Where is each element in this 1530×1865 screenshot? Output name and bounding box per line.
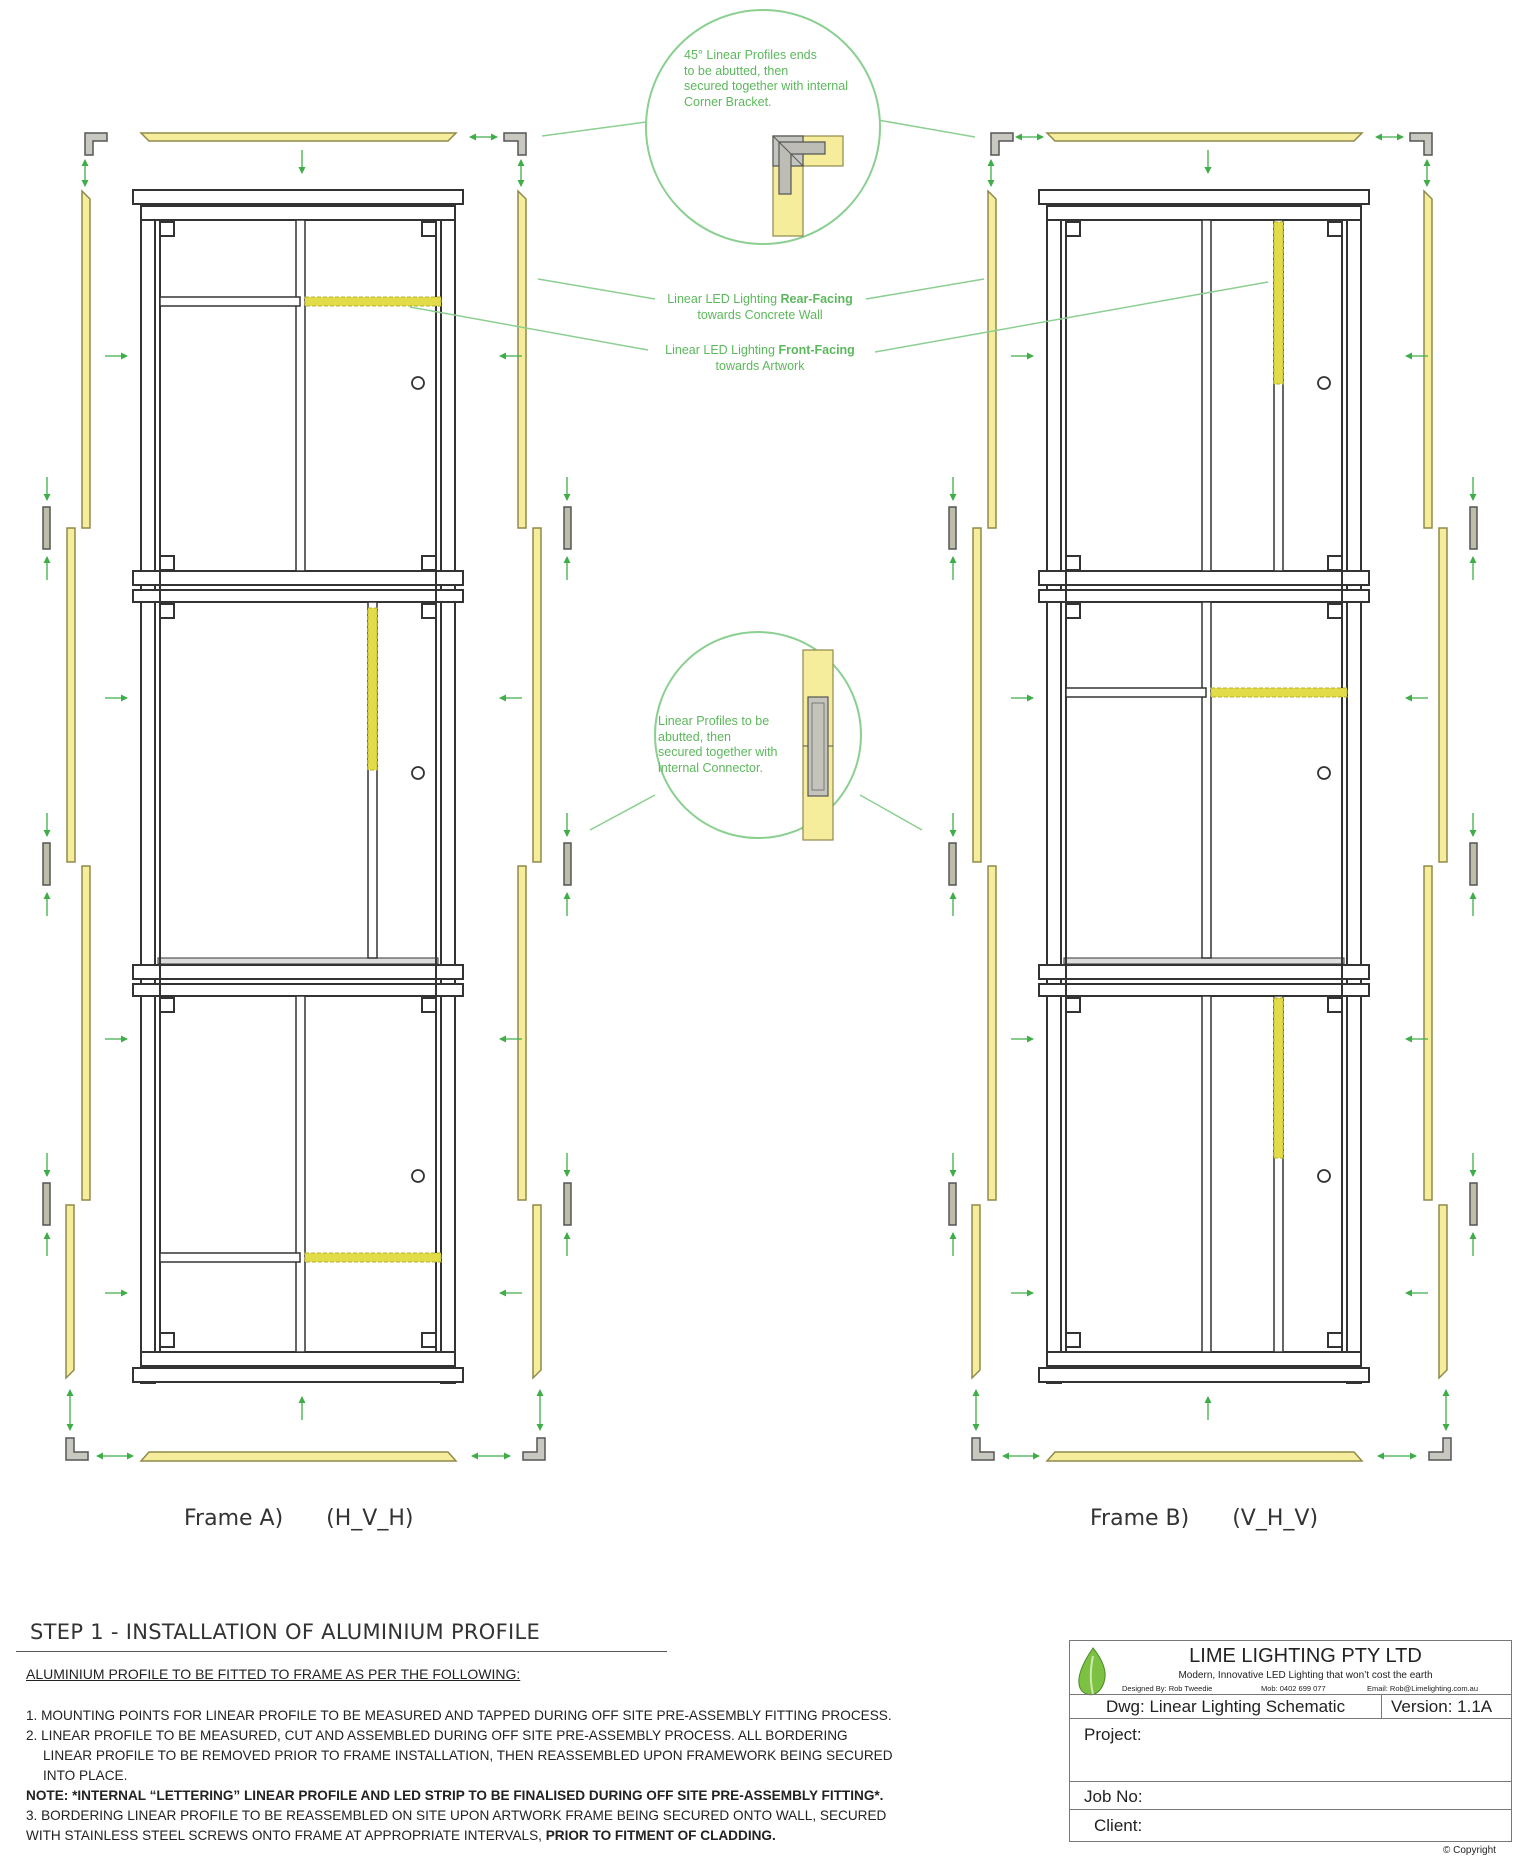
- company-tagline: Modern, Innovative LED Lighting that won’t cost the earth: [1178, 1670, 1433, 1681]
- rear-callout-line-2: towards Concrete Wall: [697, 307, 823, 322]
- company-name: LIME LIGHTING PTY LTD: [1189, 1645, 1422, 1667]
- email-address: Email: Rob@Limelighting.com.au: [1367, 1684, 1478, 1693]
- frame-b-structure: [1039, 190, 1369, 1383]
- connector-callout-line-4: internal Connector.: [658, 760, 763, 775]
- note-2-line-3: INTO PLACE.: [43, 1768, 128, 1783]
- title-block-divider-2: [1070, 1718, 1511, 1719]
- rear-callout-bold: Rear-Facing: [780, 292, 853, 306]
- title-block: [1069, 1640, 1512, 1842]
- note-3-regular: WITH STAINLESS STEEL SCREWS ONTO FRAME AT APPROPRIATE INTERVALS,: [26, 1828, 546, 1843]
- title-block-vdivider: [1381, 1694, 1382, 1718]
- corner-callout-line-3: secured together with internal: [684, 79, 848, 93]
- front-callout-prefix: Linear LED Lighting: [665, 343, 779, 357]
- rear-callout-prefix: Linear LED Lighting: [667, 292, 781, 306]
- client-label: Client:: [1094, 1816, 1143, 1835]
- step-title-rule: [16, 1651, 667, 1652]
- corner-callout-line-1: 45° Linear Profiles ends: [684, 48, 817, 62]
- connector-callout-line-3: secured together with: [658, 745, 778, 759]
- frame-a-name: Frame A): [184, 1506, 284, 1531]
- frame-b-name: Frame B): [1090, 1506, 1190, 1531]
- title-block-divider: [1070, 1694, 1511, 1695]
- callout-corner-bracket: [542, 10, 975, 244]
- rear-facing-callout-text: [640, 292, 880, 323]
- note-3-bold: PRIOR TO FITMENT OF CLADDING.: [545, 1828, 776, 1843]
- front-callout-bold: Front-Facing: [778, 343, 855, 357]
- frame-a-label: [184, 1506, 413, 1531]
- drawing-title: Dwg: Linear Lighting Schematic: [1106, 1697, 1346, 1716]
- connector-callout-text: [658, 714, 778, 776]
- step-title: STEP 1 - INSTALLATION OF ALUMINIUM PROFILE: [30, 1620, 541, 1644]
- frame-a-code: (H_V_H): [326, 1506, 414, 1531]
- connector-callout-line-2: abutted, then: [658, 729, 731, 744]
- front-facing-callout-text: [640, 343, 880, 374]
- front-callout-line-2: towards Artwork: [715, 358, 805, 373]
- frame-b-code: (V_H_V): [1232, 1506, 1319, 1531]
- frame-b-led-strips: [1211, 222, 1347, 1158]
- note-2-line-2: LINEAR PROFILE TO BE REMOVED PRIOR TO FRAME INSTALLATION, THEN REASSEMBLED UPON FRAMEWORK BEING SECURED: [43, 1748, 893, 1763]
- corner-bracket-callout-text: [684, 48, 848, 110]
- note-3-line-2: [26, 1826, 776, 1845]
- mobile-number: Mob: 0402 699 077: [1261, 1684, 1326, 1693]
- corner-callout-line-4: Corner Bracket.: [684, 94, 772, 109]
- note-1: 1. MOUNTING POINTS FOR LINEAR PROFILE TO BE MEASURED AND TAPPED DURING OFF SITE PRE-ASSEMBLY FITTING PROCESS.: [26, 1708, 892, 1723]
- job-number-label: Job No:: [1084, 1787, 1143, 1806]
- designed-by: Designed By: Rob Tweedie: [1122, 1684, 1213, 1693]
- corner-callout-line-2: to be abutted, then: [684, 63, 789, 78]
- title-block-divider-4: [1070, 1809, 1511, 1810]
- frame-b-border-profiles: [949, 133, 1477, 1461]
- project-label: Project:: [1084, 1725, 1142, 1744]
- title-block-divider-3: [1070, 1781, 1511, 1782]
- step-subheading: ALUMINIUM PROFILE TO BE FITTED TO FRAME AS PER THE FOLLOWING:: [26, 1666, 521, 1682]
- drawing-version: Version: 1.1A: [1391, 1697, 1493, 1716]
- note-2-line-1: 2. LINEAR PROFILE TO BE MEASURED, CUT AND ASSEMBLED DURING OFF SITE PRE-ASSEMBLY PROCESS. ALL BORDERING: [26, 1728, 848, 1743]
- frame-a-structure: [133, 190, 463, 1383]
- frame-b-label: [1090, 1506, 1318, 1531]
- note-3-line-1: 3. BORDERING LINEAR PROFILE TO BE REASSEMBLED ON SITE UPON ARTWORK FRAME BEING SECURED ONTO WALL, SECURED: [26, 1808, 887, 1823]
- copyright-notice: © Copyright: [1443, 1845, 1496, 1856]
- note-bold: NOTE: *INTERNAL “LETTERING” LINEAR PROFILE AND LED STRIP TO BE FINALISED DURING OFF SITE PRE-ASSEMBLY FITTING*.: [26, 1788, 884, 1803]
- connector-callout-line-1: Linear Profiles to be: [658, 714, 770, 728]
